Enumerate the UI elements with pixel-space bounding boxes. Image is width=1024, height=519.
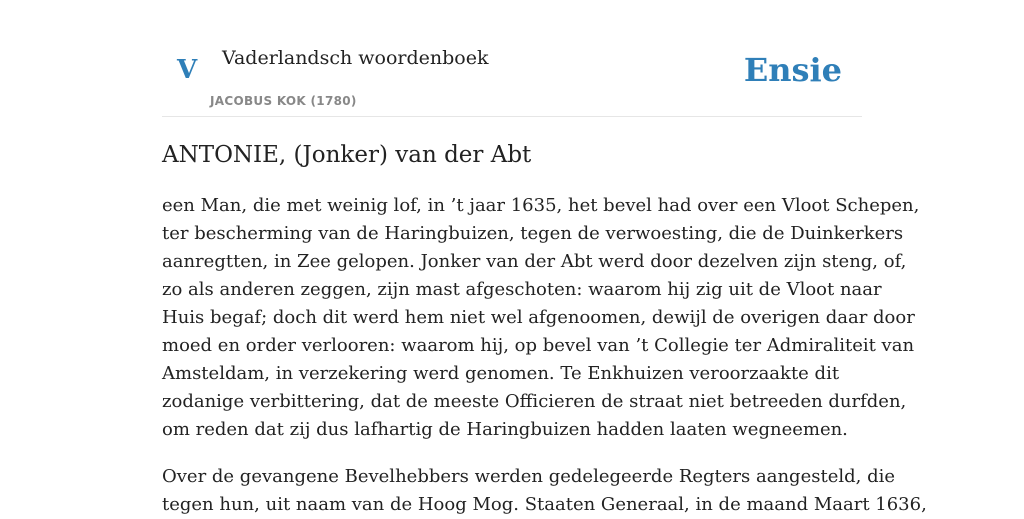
text-line: moed en order verlooren: waarom hij, op bevel van ’t Collegie ter Admiraliteit van xyxy=(162,335,915,356)
text-line: zodanige verbittering, dat de meeste Officieren de straat niet betreeden durfden, xyxy=(162,391,907,412)
entry-paragraph-2 xyxy=(162,463,927,519)
text-line: een Man, die met weinig lof, in ’t jaar 1635, het bevel had over een Vloot Schepen, xyxy=(162,195,920,216)
text-line: tegen hun, uit naam van de Hoog Mog. Staaten Generaal, in de maand Maart 1636, xyxy=(162,494,927,515)
book-author: JACOBUS KOK (1780) xyxy=(210,94,357,108)
entry-paragraph-1 xyxy=(162,192,919,444)
text-line: Amsteldam, in verzekering werd genomen. Te Enkhuizen veroorzaakte dit xyxy=(162,363,840,384)
text-line: Huis begaf; doch dit werd hem niet wel afgenoomen, dewijl de overigen daar door xyxy=(162,307,915,328)
brand-logo-link[interactable]: Ensie xyxy=(743,51,842,89)
text-line: Over de gevangene Bevelhebbers werden gedelegeerde Regters aangesteld, die xyxy=(162,466,895,487)
book-title[interactable]: Vaderlandsch woordenboek xyxy=(222,47,489,69)
site-header xyxy=(162,0,862,117)
text-line: aanregtten, in Zee gelopen. Jonker van der Abt werd door dezelven zijn steng, of, xyxy=(162,251,907,272)
letter-index[interactable]: V xyxy=(177,55,198,85)
text-line: zo als anderen zeggen, zijn mast afgeschoten: waarom hij zig uit de Vloot naar xyxy=(162,279,882,300)
text-line: om reden dat zij dus lafhartig de Haringbuizen hadden laaten wegneemen. xyxy=(162,419,848,440)
text-line: ter bescherming van de Haringbuizen, tegen de verwoesting, die de Duinkerkers xyxy=(162,223,904,244)
entry-title: ANTONIE, (Jonker) van der Abt xyxy=(162,142,532,168)
